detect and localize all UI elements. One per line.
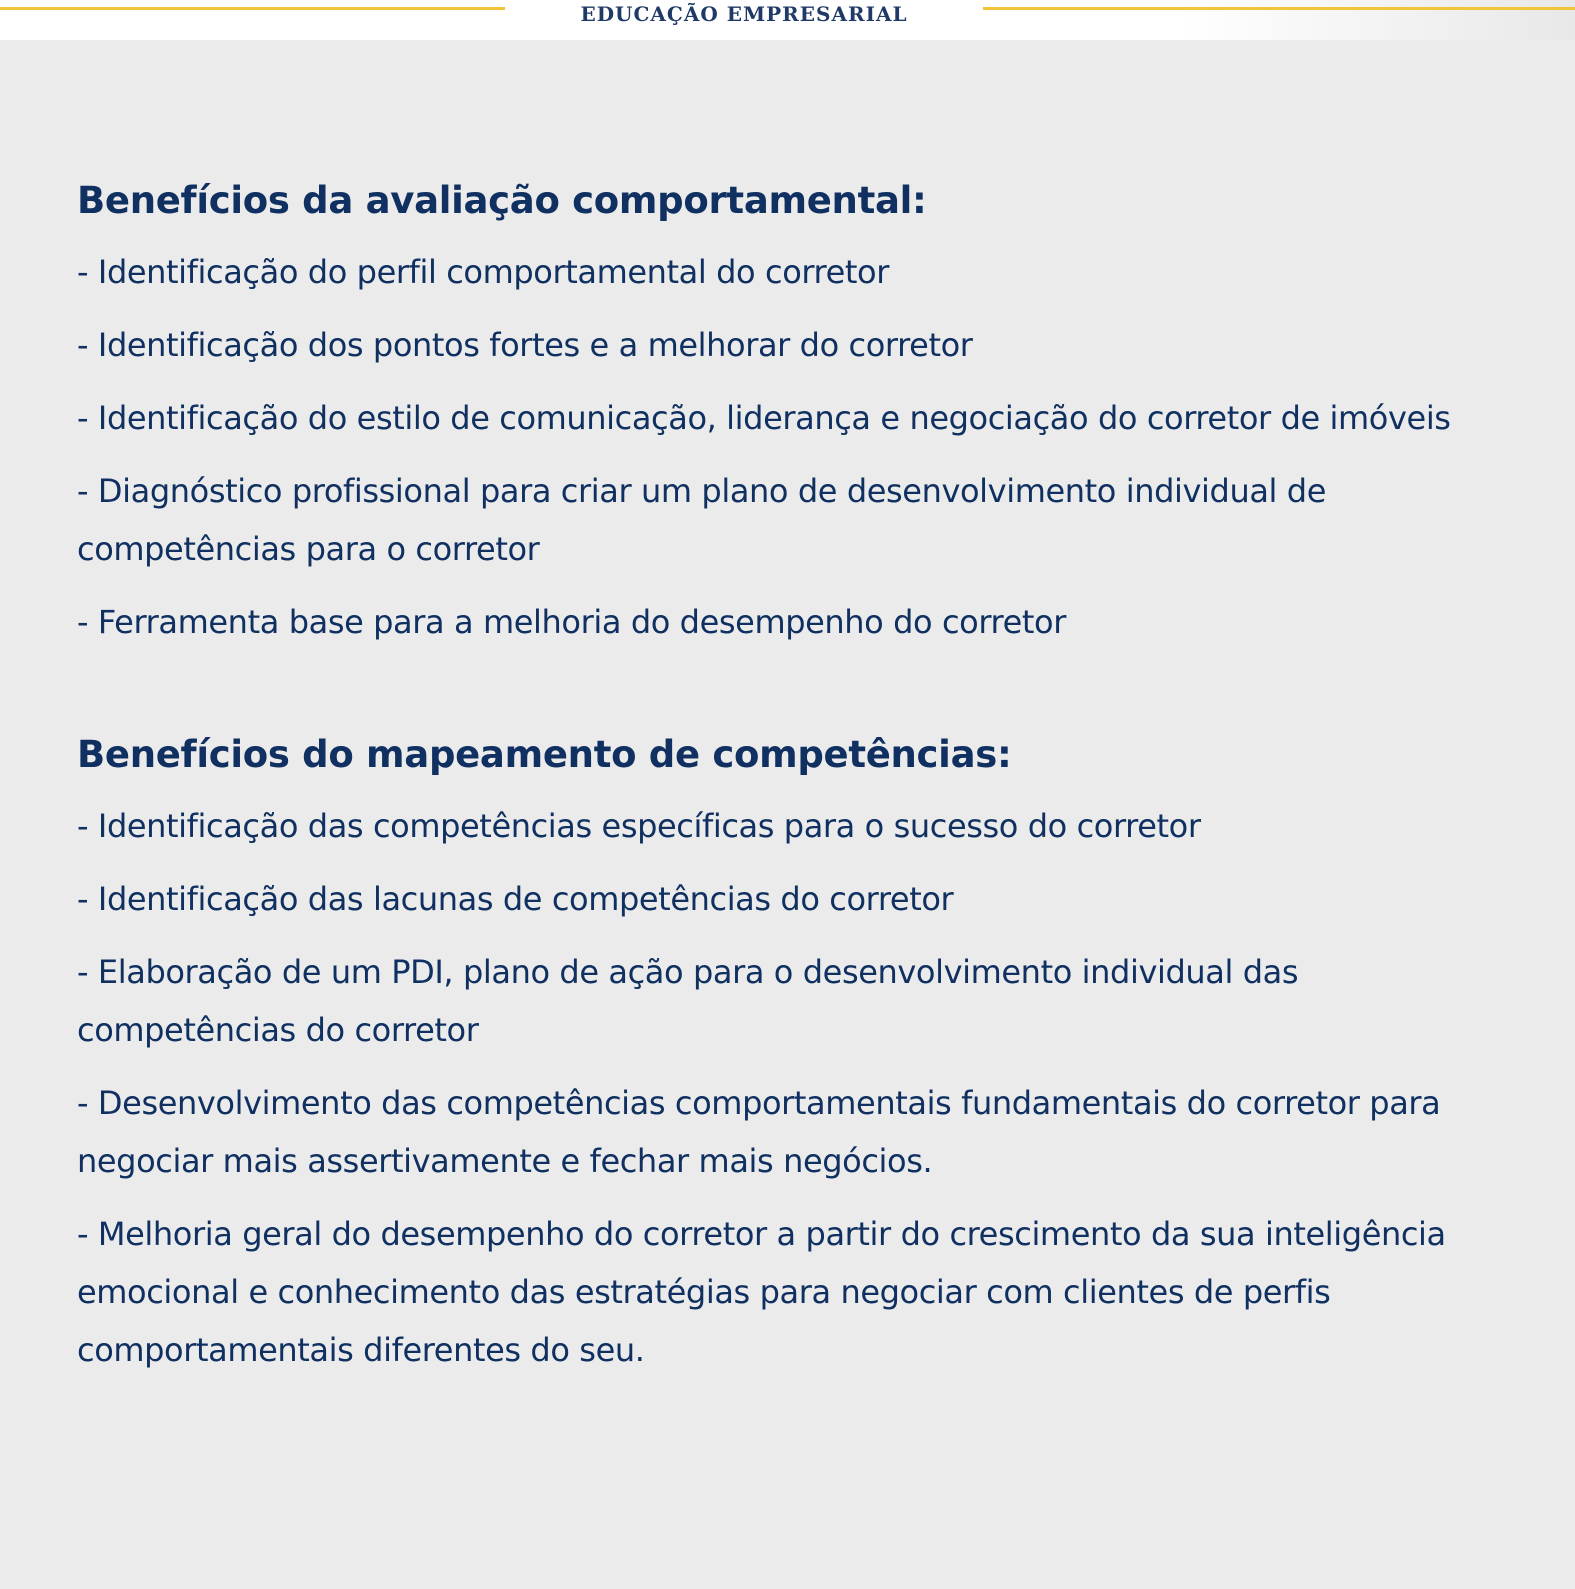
section-title: Benefícios do mapeamento de competências: bbox=[77, 733, 1012, 776]
main-content bbox=[77, 175, 1457, 1394]
list-item: - Elaboração de um PDI, plano de ação para o desenvolvimento individual das competências do corretor bbox=[77, 953, 1299, 1049]
header-strip bbox=[0, 0, 1575, 40]
list-item: - Diagnóstico profissional para criar um plano de desenvolvimento individual de competências para o corretor bbox=[77, 472, 1327, 568]
header-divider-left bbox=[0, 7, 505, 10]
section-competency-mapping bbox=[77, 729, 1457, 1379]
section-title: Benefícios da avaliação comportamental: bbox=[77, 179, 927, 222]
list-item: - Identificação dos pontos fortes e a melhorar do corretor bbox=[77, 326, 973, 364]
list-item: - Identificação do perfil comportamental do corretor bbox=[77, 253, 889, 291]
section-behavioral-assessment bbox=[77, 175, 1457, 651]
header-divider-right bbox=[983, 7, 1575, 10]
list-item: - Melhoria geral do desempenho do corretor a partir do crescimento da sua inteligência emocional e conhecimento das estratégias para negociar com clientes de perfis comportamentais diferentes do seu. bbox=[77, 1215, 1446, 1369]
brand-name: EDUCAÇÃO EMPRESARIAL bbox=[580, 2, 908, 26]
list-item: - Identificação do estilo de comunicação, liderança e negociação do corretor de imóveis bbox=[77, 399, 1451, 437]
list-item: - Identificação das lacunas de competências do corretor bbox=[77, 880, 954, 918]
list-item: - Identificação das competências específicas para o sucesso do corretor bbox=[77, 807, 1201, 845]
list-item: - Ferramenta base para a melhoria do desempenho do corretor bbox=[77, 603, 1066, 641]
list-item: - Desenvolvimento das competências comportamentais fundamentais do corretor para negociar mais assertivamente e fechar mais negócios. bbox=[77, 1084, 1441, 1180]
